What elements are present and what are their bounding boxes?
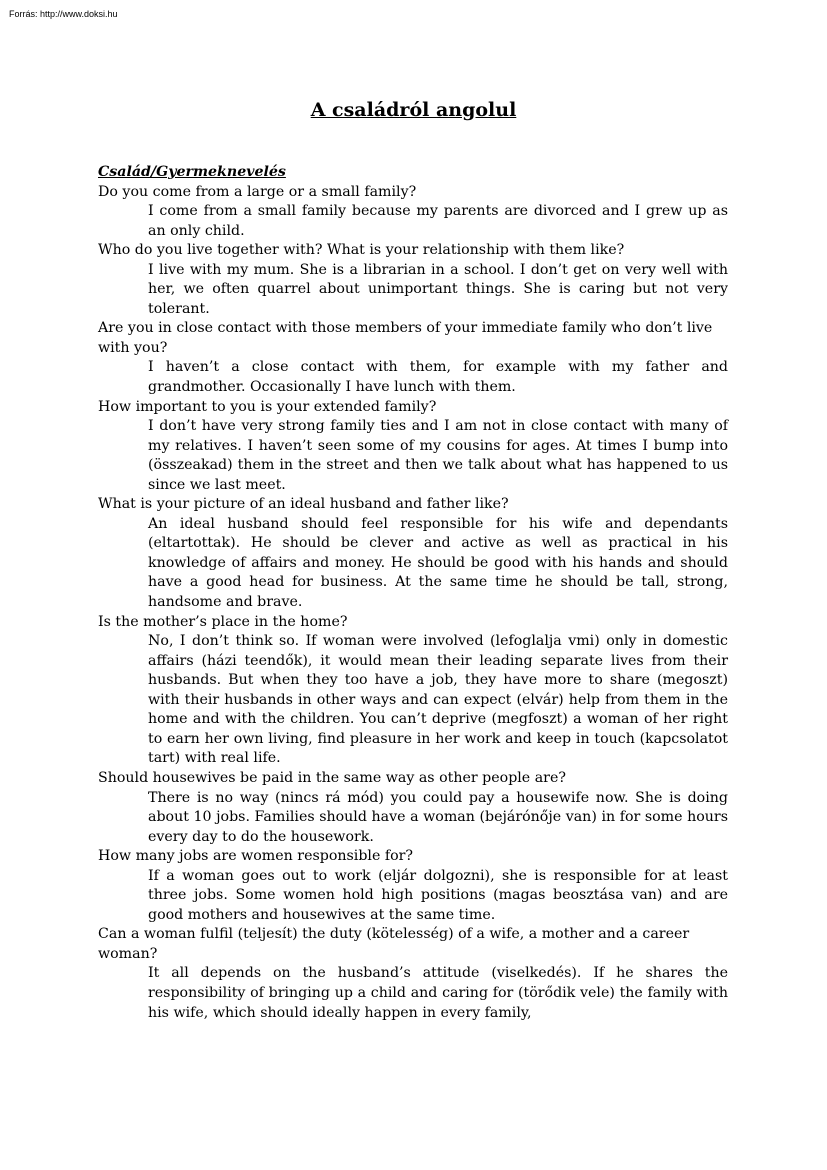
- section-heading: Család/Gyermeknevelés: [98, 164, 286, 180]
- answer: If a woman goes out to work (eljár dolgozni), she is responsible for at least three jobs. Some women hold high positions (magas beosztása van) and are good mothers and housewives at the same time.: [148, 867, 728, 923]
- qa-item: [98, 847, 728, 925]
- question: Is the mother’s place in the home?: [98, 613, 348, 630]
- qa-item: [98, 613, 728, 769]
- question: Are you in close contact with those members of your immediate family who don’t live with you?: [98, 320, 713, 356]
- answer: An ideal husband should feel responsible for his wife and dependants (eltartottak). He should be clever and active as well as practical in his knowledge of affairs and money. He should be good with his hands and should have a good head for business. At the same time he should be tall, strong, handsome and brave.: [148, 515, 728, 611]
- page-title: A családról angolul: [310, 99, 517, 121]
- source-header: Forrás: http://www.doksi.hu: [9, 9, 118, 19]
- qa-item: [98, 398, 728, 496]
- qa-item: [98, 183, 728, 242]
- qa-item: [98, 925, 728, 1023]
- answer: I come from a small family because my parents are divorced and I grew up as an only child.: [148, 203, 728, 239]
- question: How important to you is your extended family?: [98, 398, 437, 415]
- answer: I haven’t a close contact with them, for example with my father and grandmother. Occasionally I have lunch with them.: [148, 359, 728, 396]
- qa-item: [98, 495, 728, 612]
- question: How many jobs are women responsible for?: [98, 848, 414, 865]
- qa-item: [98, 769, 728, 847]
- qa-item: [98, 319, 728, 397]
- answer: There is no way (nincs rá mód) you could pay a housewife now. She is doing about 10 jobs. Families should have a woman (bejárónője van) in for some hours every day to do the housework.: [148, 789, 728, 845]
- document-body: [98, 163, 728, 1023]
- question: Should housewives be paid in the same way as other people are?: [98, 769, 566, 786]
- qa-item: [98, 241, 728, 319]
- answer: I don’t have very strong family ties and I am not in close contact with many of my relatives. I haven’t seen some of my cousins for ages. At times I bump into (összeakad) them in the street and then we talk about what has happened to us since we last meet.: [148, 418, 728, 493]
- question: What is your picture of an ideal husband and father like?: [98, 496, 509, 513]
- answer: I live with my mum. She is a librarian in a school. I don’t get on very well with her, we often quarrel about unimportant things. She is caring but not very tolerant.: [148, 261, 728, 317]
- question: Do you come from a large or a small family?: [98, 183, 417, 200]
- answer: No, I don’t think so. If woman were involved (lefoglalja vmi) only in domestic affairs (házi teendők), it would mean their leading separate lives from their husbands. But when they too have a job, they have more to share (megoszt) with their husbands in other ways and can expect (elvár) help from them in the home and with the children. You can’t deprive (megfoszt) a woman of her right to earn her own living, find pleasure in her work and keep in touch (kapcsolatot tart) with real life.: [148, 633, 728, 767]
- answer: It all depends on the husband’s attitude (viselkedés). If he shares the responsibility of bringing up a child and caring for (törődik vele) the family with his wife, which should ideally happen in every family,: [148, 965, 728, 1021]
- question: Can a woman fulfil (teljesít) the duty (kötelesség) of a wife, a mother and a career woman?: [98, 926, 690, 962]
- question: Who do you live together with? What is your relationship with them like?: [98, 242, 625, 259]
